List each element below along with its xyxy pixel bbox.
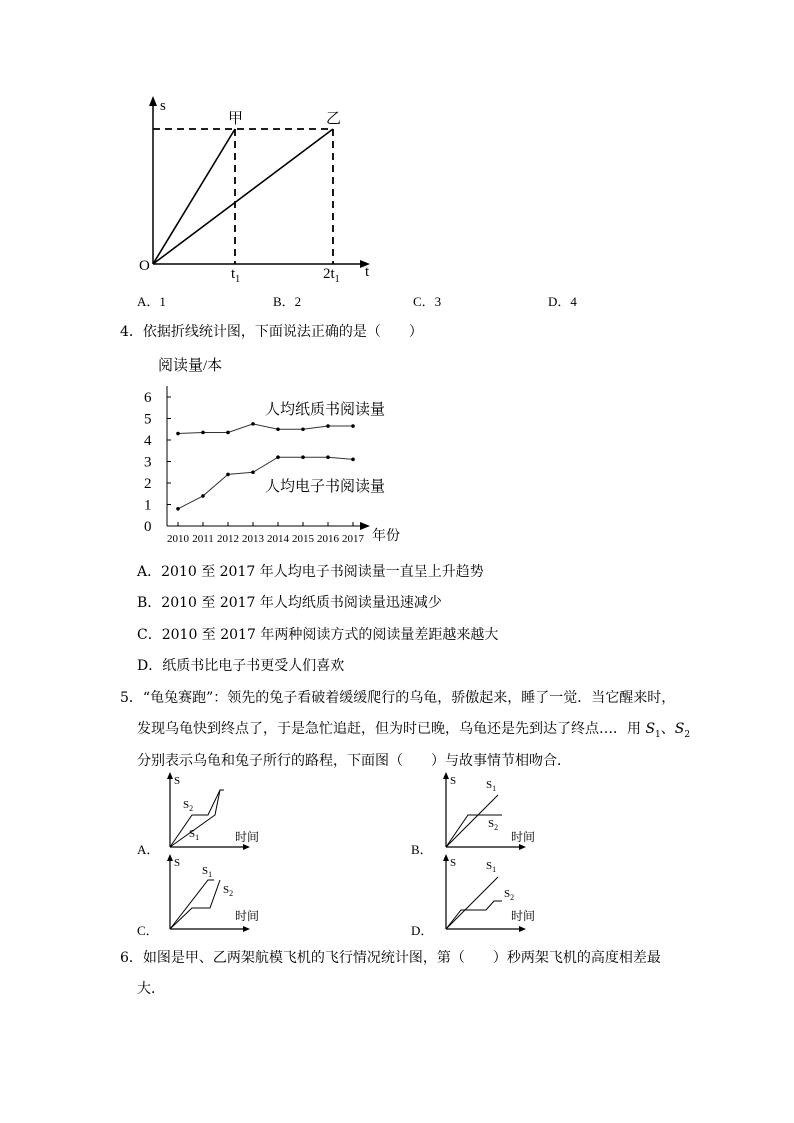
q4-option-d[interactable]: D．纸质书比电子书更受人们喜欢 [137, 658, 345, 674]
q5c-xlabel: 时间 [235, 909, 260, 923]
q5-option-b[interactable]: B． [411, 842, 433, 857]
q3-origin: O [139, 258, 150, 274]
q3-option-b[interactable]: B．2 [273, 294, 302, 309]
q4-ylabel: 阅读量/本 [158, 358, 223, 374]
q5a-label-s1: $S_1$ [189, 828, 200, 842]
q5d-x-arrow [519, 926, 526, 932]
q4-data-point [176, 432, 180, 436]
q5d-label-s2: $S_2$ [504, 888, 515, 902]
q5c-label-s2: $S_2$ [223, 884, 234, 898]
q5b-x-arrow [519, 844, 526, 850]
q4-ytick-label: 2 [144, 476, 152, 492]
q4-option-b[interactable]: B．2010 至 2017 年人均纸质书阅读量迅速减少 [137, 595, 442, 611]
q5-line2: 发现乌龟快到终点了，于是急忙追赶，但为时已晚，乌龟还是先到达了终点…．用 $S_1$、$S_2$ [137, 721, 691, 740]
q4-option-c[interactable]: C．2010 至 2017 年两种阅读方式的阅读量差距越来越大 [137, 627, 499, 643]
q4-data-point [351, 458, 355, 462]
q4-ytick-label: 4 [144, 433, 152, 449]
q5d-xlabel: 时间 [511, 909, 536, 923]
q5a-label-s2: $S_2$ [183, 799, 194, 813]
q4-data-point [276, 455, 280, 459]
q3-y-axis-arrow [149, 96, 157, 106]
q5b-label-s1: $S_1$ [486, 779, 497, 793]
q4-xtick-label: 2010 [167, 533, 189, 545]
q3-label-jia: 甲 [228, 111, 244, 127]
q4-ytick-label: 3 [144, 454, 152, 471]
q3-line-yi [153, 129, 333, 264]
q5d-line-s2 [446, 901, 502, 929]
q3-tick-2t1: $2t_1$ [323, 266, 340, 282]
q5b-y-arrow [443, 772, 449, 779]
q4-ytick-label: 0 [144, 519, 152, 535]
q4-data-point [226, 431, 230, 435]
q3-xlabel: t [365, 264, 370, 280]
q4-data-point [326, 455, 330, 459]
q6-line1: 6．如图是甲、乙两架航模飞机的飞行情况统计图，第（ ）秒两架飞机的高度相差最 [120, 950, 661, 966]
q5-graph-d [436, 852, 556, 932]
q5-option-d[interactable]: D． [411, 923, 434, 938]
q4-xtick-label: 2013 [242, 533, 264, 545]
q5d-label-s1: $S_1$ [486, 860, 497, 874]
q4-data-point [326, 424, 330, 428]
q4-data-point [351, 424, 355, 428]
q4-xtick-label: 2017 [342, 533, 364, 545]
q4-option-a[interactable]: A．2010 至 2017 年人均电子书阅读量一直呈上升趋势 [137, 564, 484, 580]
q5d-ylabel: S [450, 857, 457, 869]
q4-data-point [301, 427, 305, 431]
q4-x-axis-arrow [360, 522, 370, 530]
q4-series-ebook-label: 人均电子书阅读量 [265, 479, 386, 495]
q4-data-point [226, 473, 230, 477]
q5a-xlabel: 时间 [235, 830, 260, 844]
q5c-ylabel: S [174, 857, 181, 869]
q4-stem: 4．依据折线统计图，下面说法正确的是（ ） [120, 324, 423, 340]
q5-option-c[interactable]: C． [137, 923, 159, 938]
q5a-ylabel: S [174, 775, 181, 787]
q3-ylabel: s [160, 98, 166, 114]
q4-series-paper-label: 人均纸质书阅读量 [265, 402, 386, 418]
q4-ytick-label: 1 [144, 497, 152, 514]
q4-data-point [176, 507, 180, 511]
q3-graph [130, 92, 390, 282]
q3-option-a[interactable]: A．1 [137, 294, 166, 309]
q4-data-point [251, 470, 255, 474]
q3-option-d[interactable]: D．4 [548, 294, 577, 309]
q4-data-point [276, 427, 280, 431]
q5a-y-arrow [167, 772, 173, 779]
q5b-xlabel: 时间 [511, 830, 536, 844]
q4-ytick-label: 5 [144, 411, 152, 428]
q5c-x-arrow [243, 926, 250, 932]
q5-line1: 5．“龟兔赛跑”：领先的兔子看破着缓缓爬行的乌龟，骄傲起来，睡了一觉．当它醒来时， [120, 690, 676, 706]
q4-data-point [201, 431, 205, 435]
q5-graph-a [160, 770, 280, 850]
q4-xtick-label: 2012 [217, 533, 239, 545]
q5c-line-s1 [170, 880, 214, 929]
q4-data-point [201, 494, 205, 498]
q3-line-jia [153, 129, 235, 264]
q4-ytick-label: 6 [144, 390, 152, 406]
q4-xtick-label: 2016 [317, 533, 339, 545]
q4-xlabel: 年份 [372, 529, 400, 544]
q3-option-c[interactable]: C．3 [413, 294, 442, 309]
q5-option-a[interactable]: A． [137, 842, 160, 857]
q5c-line-s2 [170, 880, 220, 929]
q4-line-chart [140, 350, 415, 550]
q5c-y-arrow [167, 854, 173, 861]
q5d-y-arrow [443, 854, 449, 861]
q4-xtick-label: 2015 [292, 533, 314, 545]
q5c-label-s1: $S_1$ [202, 865, 213, 879]
q5d-line-s1 [446, 877, 498, 929]
q5-graph-b [436, 770, 556, 850]
q5a-x-arrow [243, 844, 250, 850]
q3-tick-t1: $t_1$ [231, 266, 241, 282]
q4-xtick-label: 2014 [267, 533, 289, 545]
q6-line2: 大． [137, 981, 165, 997]
q4-data-point [301, 455, 305, 459]
q5b-label-s2: $S_2$ [488, 818, 499, 832]
q4-data-point [251, 422, 255, 426]
q4-xtick-label: 2011 [192, 533, 214, 545]
q5-line3: 分别表示乌龟和兔子所行的路程，下面图（ ）与故事情节相吻合． [137, 753, 571, 769]
q5b-ylabel: S [450, 775, 457, 787]
q5-graph-c [160, 852, 280, 932]
q3-label-yi: 乙 [326, 111, 342, 127]
